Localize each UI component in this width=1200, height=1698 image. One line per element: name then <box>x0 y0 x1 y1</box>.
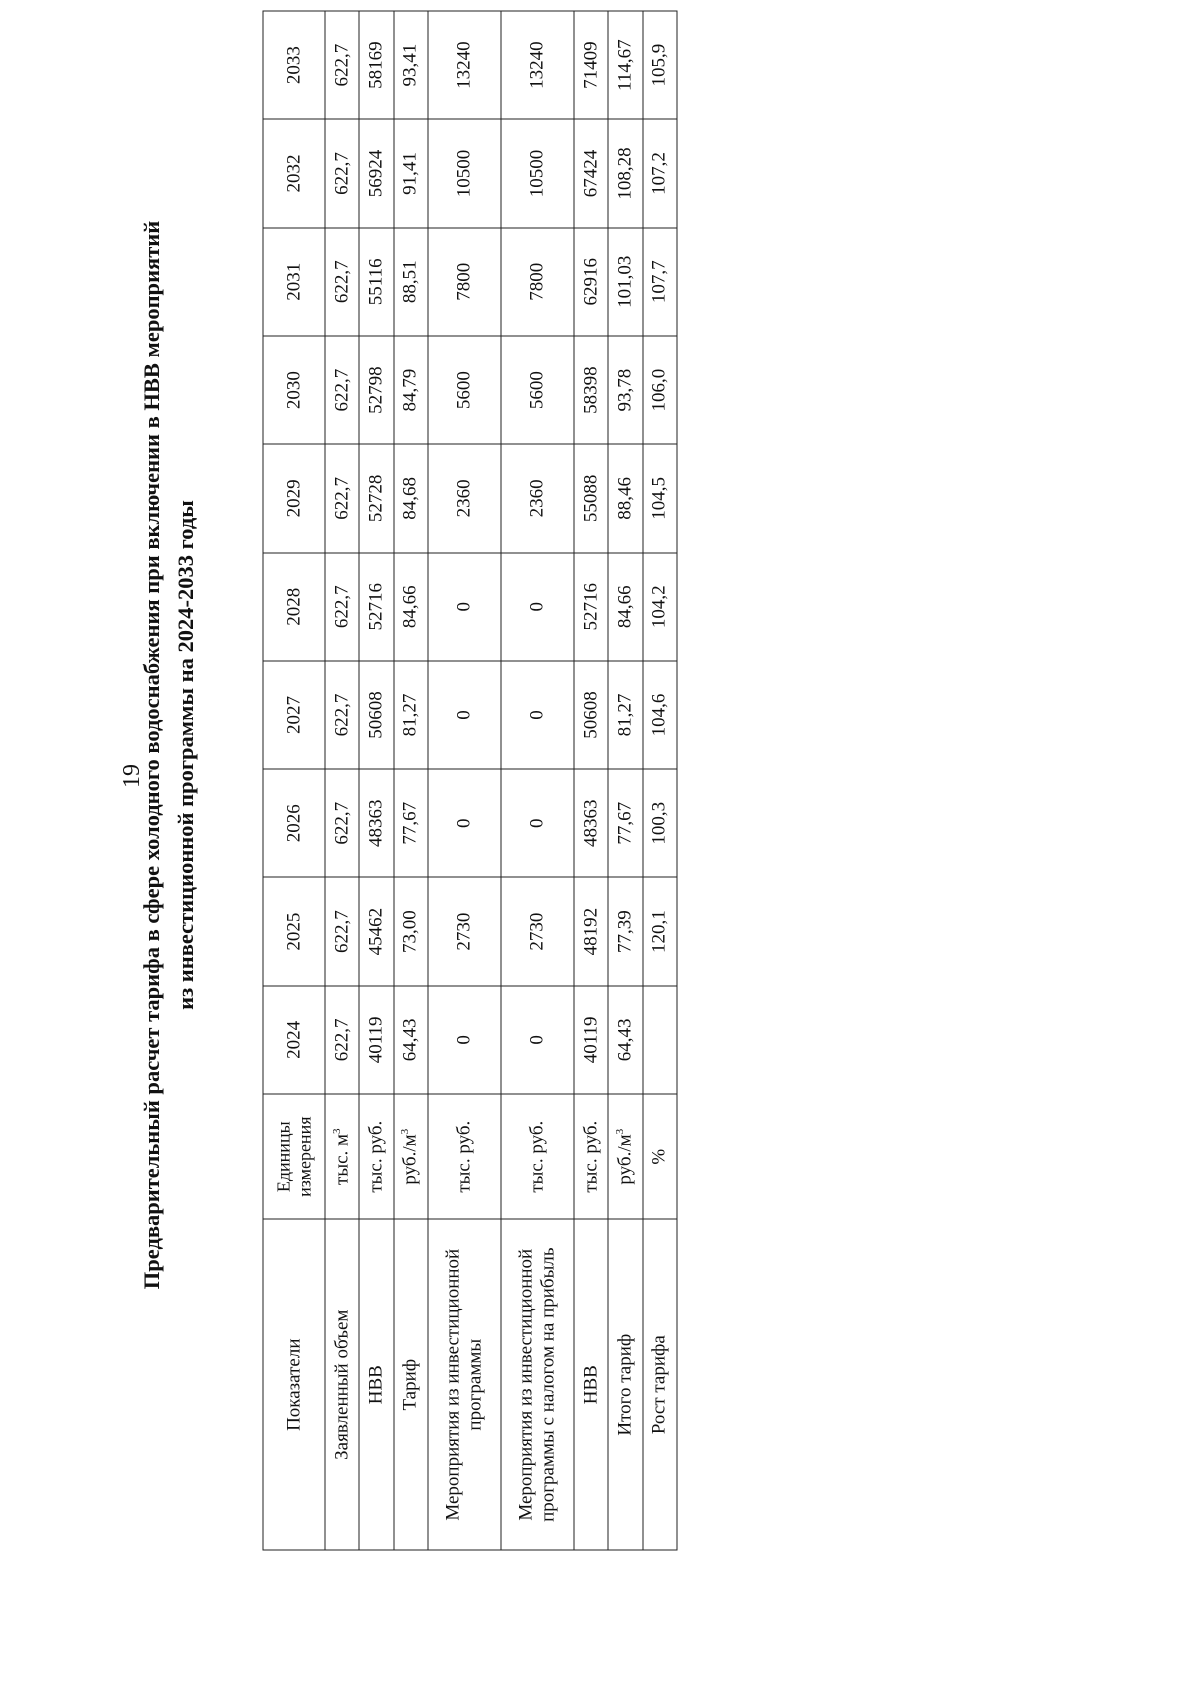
cell-value: 7800 <box>428 227 501 335</box>
table-row <box>608 11 642 1550</box>
cell-value: 5600 <box>501 335 574 443</box>
cell-value: 2360 <box>501 444 574 552</box>
cell-value: 52716 <box>574 552 608 660</box>
cell-value: 48363 <box>359 769 393 877</box>
table-row <box>643 11 677 1550</box>
table-row <box>359 11 393 1550</box>
header-year: 2024 <box>263 985 325 1093</box>
row-unit <box>359 1094 393 1219</box>
cell-value: 104,6 <box>643 660 677 768</box>
cell-value: 104,2 <box>643 552 677 660</box>
cell-value: 52728 <box>359 444 393 552</box>
cell-value: 104,5 <box>643 444 677 552</box>
cell-value: 2360 <box>428 444 501 552</box>
row-indicator: Тариф <box>394 1219 428 1550</box>
cell-value: 64,43 <box>608 985 642 1093</box>
tariff-table <box>263 10 678 1550</box>
row-unit <box>643 1094 677 1219</box>
row-unit <box>574 1094 608 1219</box>
cell-value: 0 <box>428 985 501 1093</box>
cell-value: 84,66 <box>608 552 642 660</box>
cell-value: 0 <box>501 769 574 877</box>
cell-value: 0 <box>501 552 574 660</box>
cell-value: 84,79 <box>394 335 428 443</box>
row-unit-text: тыс. руб. <box>580 1120 602 1193</box>
cell-value: 88,51 <box>394 227 428 335</box>
header-year: 2029 <box>263 444 325 552</box>
row-indicator: Мероприятия из инвестиционной программы <box>428 1219 501 1550</box>
cell-value: 64,43 <box>394 985 428 1093</box>
cell-value: 106,0 <box>643 335 677 443</box>
row-unit-text: тыс. руб. <box>526 1120 548 1193</box>
row-unit-text: тыс. руб. <box>365 1120 387 1193</box>
table-row <box>394 11 428 1550</box>
cell-value: 67424 <box>574 119 608 227</box>
header-year: 2026 <box>263 769 325 877</box>
cell-value: 56924 <box>359 119 393 227</box>
cell-value: 13240 <box>501 11 574 119</box>
cell-value: 0 <box>501 660 574 768</box>
cell-value <box>643 985 677 1093</box>
cell-value: 7800 <box>501 227 574 335</box>
header-year: 2025 <box>263 877 325 985</box>
row-unit <box>501 1094 574 1219</box>
cell-value: 84,66 <box>394 552 428 660</box>
row-unit-superscript: 3 <box>614 1128 627 1134</box>
cell-value: 622,7 <box>325 769 359 877</box>
table-body <box>325 11 677 1550</box>
cell-value: 52716 <box>359 552 393 660</box>
title-line-1: Предварительный расчет тарифа в сфере холодного водоснабжения при включении в НВВ мероприятий <box>139 220 164 1290</box>
cell-value: 52798 <box>359 335 393 443</box>
cell-value: 45462 <box>359 877 393 985</box>
row-indicator: Итого тариф <box>608 1219 642 1550</box>
cell-value: 93,78 <box>608 335 642 443</box>
row-unit-superscript: 3 <box>399 1128 412 1134</box>
cell-value: 0 <box>428 552 501 660</box>
cell-value: 108,28 <box>608 119 642 227</box>
row-unit-text: руб./м <box>399 1133 421 1185</box>
cell-value: 40119 <box>574 985 608 1093</box>
cell-value: 622,7 <box>325 552 359 660</box>
cell-value: 77,39 <box>608 877 642 985</box>
row-unit <box>608 1094 642 1219</box>
cell-value: 50608 <box>359 660 393 768</box>
cell-value: 10500 <box>501 119 574 227</box>
cell-value: 107,7 <box>643 227 677 335</box>
cell-value: 81,27 <box>608 660 642 768</box>
header-indicator: Показатели <box>263 1219 325 1550</box>
cell-value: 622,7 <box>325 877 359 985</box>
cell-value: 62916 <box>574 227 608 335</box>
header-year: 2033 <box>263 11 325 119</box>
cell-value: 2730 <box>428 877 501 985</box>
cell-value: 77,67 <box>608 769 642 877</box>
cell-value: 5600 <box>428 335 501 443</box>
table-header-row <box>263 11 325 1550</box>
cell-value: 114,67 <box>608 11 642 119</box>
row-unit <box>428 1094 501 1219</box>
header-year: 2032 <box>263 119 325 227</box>
cell-value: 55116 <box>359 227 393 335</box>
cell-value: 50608 <box>574 660 608 768</box>
cell-value: 101,03 <box>608 227 642 335</box>
page-number: 19 <box>119 764 145 788</box>
cell-value: 84,68 <box>394 444 428 552</box>
table-row <box>501 11 574 1550</box>
cell-value: 77,67 <box>394 769 428 877</box>
cell-value: 48363 <box>574 769 608 877</box>
table-row <box>325 11 359 1550</box>
cell-value: 0 <box>501 985 574 1093</box>
cell-value: 71409 <box>574 11 608 119</box>
cell-value: 622,7 <box>325 444 359 552</box>
table-row <box>428 11 501 1550</box>
row-unit-text: руб./м <box>614 1133 636 1185</box>
cell-value: 40119 <box>359 985 393 1093</box>
header-year: 2028 <box>263 552 325 660</box>
cell-value: 2730 <box>501 877 574 985</box>
cell-value: 107,2 <box>643 119 677 227</box>
cell-value: 622,7 <box>325 227 359 335</box>
cell-value: 622,7 <box>325 985 359 1093</box>
cell-value: 93,41 <box>394 11 428 119</box>
row-indicator: Рост тарифа <box>643 1219 677 1550</box>
table-row <box>574 11 608 1550</box>
cell-value: 58169 <box>359 11 393 119</box>
header-unit: Единицы измерения <box>263 1094 325 1219</box>
tariff-table-container <box>263 10 678 1550</box>
cell-value: 48192 <box>574 877 608 985</box>
cell-value: 58398 <box>574 335 608 443</box>
row-unit <box>325 1094 359 1219</box>
cell-value: 0 <box>428 660 501 768</box>
cell-value: 622,7 <box>325 660 359 768</box>
row-indicator: Мероприятия из инвестиционной программы с налогом на прибыль <box>501 1219 574 1550</box>
header-year: 2027 <box>263 660 325 768</box>
cell-value: 81,27 <box>394 660 428 768</box>
cell-value: 622,7 <box>325 335 359 443</box>
row-indicator: НВВ <box>359 1219 393 1550</box>
cell-value: 88,46 <box>608 444 642 552</box>
cell-value: 91,41 <box>394 119 428 227</box>
header-year: 2030 <box>263 335 325 443</box>
cell-value: 55088 <box>574 444 608 552</box>
row-unit-text: тыс. м <box>331 1133 353 1185</box>
row-indicator: НВВ <box>574 1219 608 1550</box>
title-line-2: из инвестиционной программы на 2024-2033 годы <box>173 500 198 1010</box>
row-unit-text: % <box>648 1148 670 1165</box>
cell-value: 0 <box>428 769 501 877</box>
cell-value: 73,00 <box>394 877 428 985</box>
cell-value: 105,9 <box>643 11 677 119</box>
cell-value: 622,7 <box>325 11 359 119</box>
row-unit-superscript: 3 <box>330 1127 343 1134</box>
row-unit <box>394 1094 428 1219</box>
document-title <box>135 25 255 1485</box>
cell-value: 13240 <box>428 11 501 119</box>
row-indicator: Заявленный объем <box>325 1219 359 1550</box>
cell-value: 10500 <box>428 119 501 227</box>
cell-value: 100,3 <box>643 769 677 877</box>
cell-value: 622,7 <box>325 119 359 227</box>
cell-value: 120,1 <box>643 877 677 985</box>
header-year: 2031 <box>263 227 325 335</box>
row-unit-text: тыс. руб. <box>453 1120 475 1193</box>
